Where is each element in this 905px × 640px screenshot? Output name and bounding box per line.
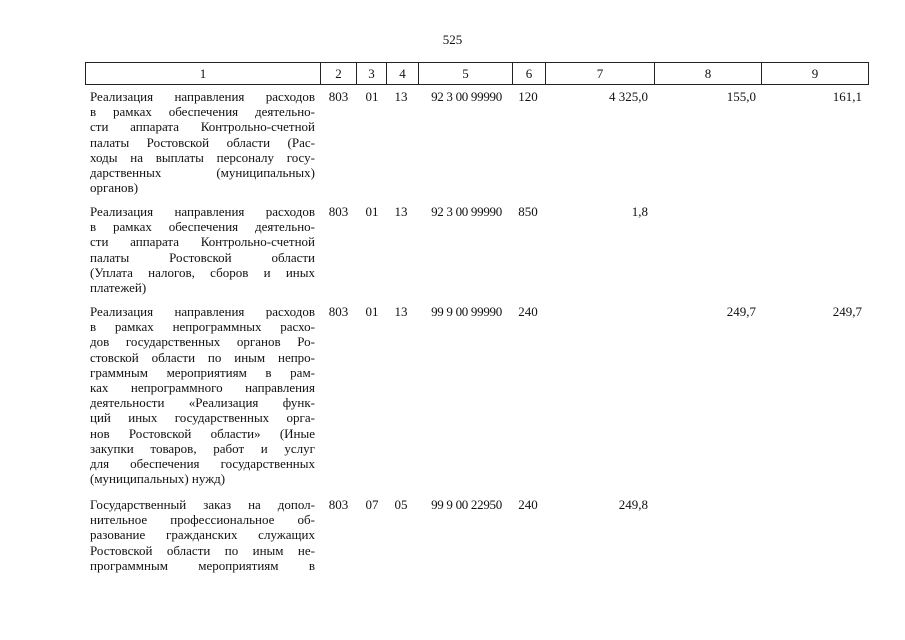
amount-col-8: 155,0 — [726, 89, 756, 104]
description-line: дарственных (муниципальных) — [90, 165, 315, 181]
description-line: ках непрограммного направления — [90, 380, 315, 396]
header-col-5: 5 — [462, 66, 469, 81]
subsection-code: 13 — [394, 89, 408, 104]
header-divider — [868, 62, 869, 85]
table-row — [0, 304, 905, 494]
description-line: палаты Ростовской области (Рас- — [90, 134, 315, 150]
header-col-1: 1 — [199, 66, 207, 81]
amount-col-7: 1,8 — [631, 204, 648, 219]
section-code: 01 — [365, 304, 379, 319]
description-line: (муниципальных) нужд) — [90, 471, 226, 487]
description-line: Реализация направления расходов — [90, 89, 315, 104]
description-line: Реализация направления расходов — [90, 304, 315, 319]
description-line: в рамках непрограммных расхо- — [90, 319, 315, 335]
row-description — [90, 497, 315, 573]
target-article-code: 99 9 00 22950 — [431, 497, 502, 512]
ministry-code: 803 — [328, 304, 349, 319]
section-code: 07 — [365, 497, 379, 512]
subsection-code: 13 — [394, 204, 408, 219]
table-row — [0, 497, 905, 577]
description-line: для обеспечения государственных — [90, 456, 315, 472]
description-line: палаты Ростовской области — [90, 249, 315, 265]
ministry-code: 803 — [328, 497, 349, 512]
header-col-3: 3 — [368, 66, 375, 81]
header-col-8: 8 — [704, 66, 712, 81]
page-number: 525 — [442, 32, 463, 47]
table-row — [0, 204, 905, 299]
description-line: органов) — [90, 180, 139, 196]
description-line: закупки товаров, работ и услуг — [90, 440, 315, 456]
description-line: Государственный заказ на допол- — [90, 497, 315, 512]
expense-type-code: 850 — [518, 204, 538, 219]
description-line: ходы на выплаты персоналу госу- — [90, 149, 315, 165]
section-code: 01 — [365, 89, 379, 104]
amount-col-9: 161,1 — [832, 89, 862, 104]
subsection-code: 05 — [394, 497, 408, 512]
amount-col-8: 249,7 — [726, 304, 756, 319]
header-col-4: 4 — [399, 66, 406, 81]
description-line: программным мероприятиям в — [90, 557, 315, 573]
description-line: в рамках обеспечения деятельно- — [90, 219, 315, 235]
ministry-code: 803 — [328, 89, 349, 104]
header-col-6: 6 — [525, 66, 533, 81]
row-description — [90, 304, 315, 486]
section-code: 01 — [365, 204, 379, 219]
description-line: стовской области по иным непро- — [90, 349, 315, 365]
target-article-code: 92 3 00 99990 — [431, 89, 502, 104]
row-description — [90, 204, 315, 295]
description-line: граммным мероприятиям в рам- — [90, 364, 315, 380]
description-line: нов Ростовской области» (Иные — [90, 425, 315, 441]
row-description — [90, 89, 315, 195]
amount-col-7: 249,8 — [618, 497, 648, 512]
target-article-code: 92 3 00 99990 — [431, 204, 502, 219]
description-line: нительное профессиональное об- — [90, 512, 315, 528]
description-line: Реализация направления расходов — [90, 204, 315, 219]
expense-type-code: 120 — [518, 89, 538, 104]
subsection-code: 13 — [394, 304, 408, 319]
amount-col-7: 4 325,0 — [609, 89, 648, 104]
description-line: Ростовской области по иным не- — [90, 542, 315, 558]
ministry-code: 803 — [328, 204, 349, 219]
description-line: (Уплата налогов, сборов и иных — [90, 264, 315, 280]
description-line: разование гражданских служащих — [90, 527, 315, 543]
amount-col-9: 249,7 — [832, 304, 862, 319]
table-row — [0, 89, 905, 199]
description-line: дов государственных органов Ро- — [90, 334, 315, 350]
description-line: в рамках обеспечения деятельно- — [90, 104, 315, 120]
description-line: ций иных государственных орга- — [90, 410, 315, 426]
description-line: сти аппарата Контрольно-счетной — [90, 234, 315, 250]
description-line: платежей) — [90, 280, 147, 296]
header-col-7: 7 — [596, 66, 604, 81]
header-col-2: 2 — [335, 66, 342, 81]
header-col-9: 9 — [811, 66, 819, 81]
expense-type-code: 240 — [518, 304, 538, 319]
description-line: сти аппарата Контрольно-счетной — [90, 119, 315, 135]
description-line: деятельности «Реализация функ- — [90, 395, 315, 411]
header-bottom-border — [85, 84, 869, 85]
target-article-code: 99 9 00 99990 — [431, 304, 502, 319]
expense-type-code: 240 — [518, 497, 538, 512]
